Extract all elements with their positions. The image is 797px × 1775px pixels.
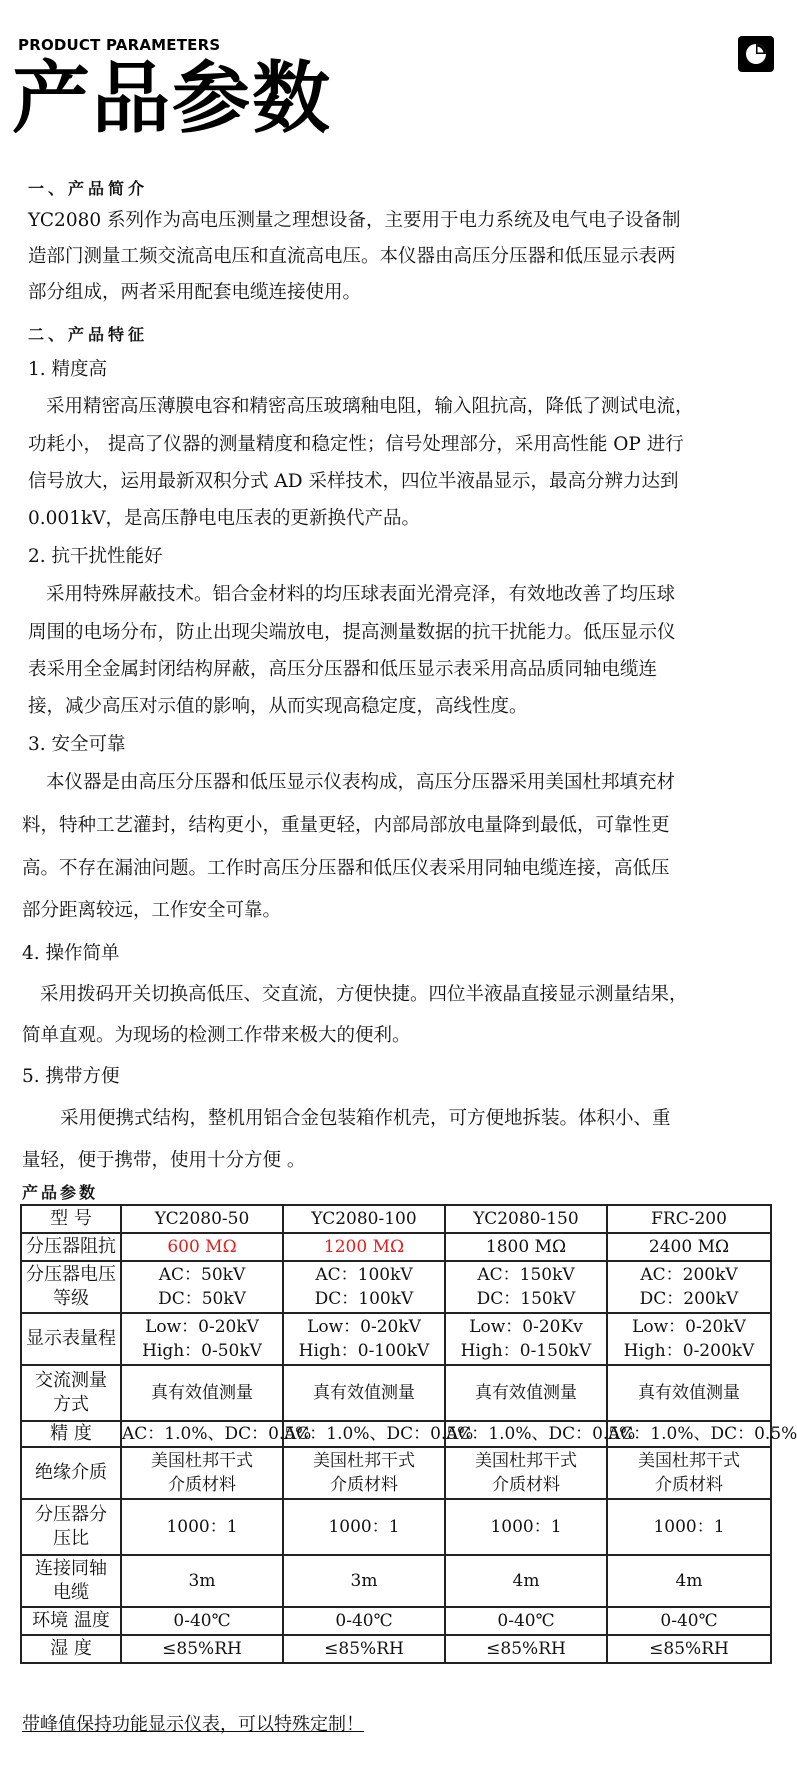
table-row xyxy=(21,1499,771,1555)
feature-title-3: 3. 安全可靠 xyxy=(28,734,126,755)
feature-3-line: 高。不存在漏油问题。工作时高压分压器和低压仪表采用同轴电缆连接，高低压 xyxy=(22,858,670,879)
cell-text: High：0-200kV xyxy=(623,1341,755,1361)
table-cell xyxy=(607,1261,771,1313)
table-title: 产品参数 xyxy=(22,1183,99,1202)
table-cell xyxy=(121,1261,283,1313)
cell-text: AC：150kV xyxy=(477,1265,575,1285)
feature-title-1: 1. 精度高 xyxy=(28,359,108,380)
feature-3-line: 部分距离较远，工作安全可靠。 xyxy=(22,900,282,921)
cell-text: AC：1.0%、DC：0.5% xyxy=(122,1424,312,1444)
cell-text: 1000：1 xyxy=(653,1517,725,1537)
table-cell xyxy=(445,1365,607,1421)
table-cell xyxy=(283,1447,445,1499)
row-label xyxy=(21,1499,121,1555)
header-cell-model: YC2080-150 xyxy=(445,1205,607,1233)
row-label-text: 压比 xyxy=(53,1528,89,1549)
cell-text: 1200 MΩ xyxy=(323,1237,405,1257)
cell-text: ≤85%RH xyxy=(162,1639,242,1659)
cell-text: 真有效值测量 xyxy=(475,1383,577,1403)
feature-title-2: 2. 抗干扰性能好 xyxy=(28,546,163,567)
cell-text: AC：1.0%、DC：0.5% xyxy=(608,1424,797,1444)
cell-text: 0-40℃ xyxy=(497,1611,555,1631)
feature-2-line: 接，减少高压对示值的影响，从而实现高稳定度，高线性度。 xyxy=(28,696,528,717)
table-cell xyxy=(121,1365,283,1421)
table-cell xyxy=(121,1555,283,1607)
cell-text: 1000：1 xyxy=(166,1517,238,1537)
cell-text: High：0-100kV xyxy=(298,1341,430,1361)
cell-text: 1000：1 xyxy=(490,1517,562,1537)
table-cell xyxy=(283,1365,445,1421)
cell-text: 0-40℃ xyxy=(335,1611,393,1631)
row-label xyxy=(21,1365,121,1421)
section-title-intro: 一、产品简介 xyxy=(28,179,149,198)
row-label xyxy=(21,1233,121,1261)
cell-text: 1000：1 xyxy=(328,1517,400,1537)
cell-text: AC：50kV xyxy=(158,1265,246,1285)
feature-2-line: 周围的电场分布，防止出现尖端放电，提高测量数据的抗干扰能力。低压显示仪 xyxy=(28,622,676,643)
cell-text: AC：1.0%、DC：0.5% xyxy=(446,1424,636,1444)
cell-text: 2400 MΩ xyxy=(648,1237,730,1257)
cell-text: High：0-50kV xyxy=(142,1341,262,1361)
row-label xyxy=(21,1261,121,1313)
feature-title-4: 4. 操作简单 xyxy=(22,943,120,964)
row-label xyxy=(21,1421,121,1447)
table-cell xyxy=(445,1233,607,1261)
feature-3-line: 本仪器是由高压分压器和低压显示仪表构成，高压分压器采用美国杜邦填充材 xyxy=(46,772,676,793)
table-row xyxy=(21,1261,771,1313)
cell-text: Low：0-20kV xyxy=(145,1317,259,1337)
table-header-row xyxy=(21,1205,771,1233)
table-cell xyxy=(607,1499,771,1555)
table-row xyxy=(21,1313,771,1365)
row-label-text: 方式 xyxy=(53,1394,89,1415)
cell-text: Low：0-20kV xyxy=(307,1317,421,1337)
cell-text: 介质材料 xyxy=(655,1475,723,1495)
section-title-features: 二、产品特征 xyxy=(28,325,149,344)
table-cell xyxy=(283,1499,445,1555)
cell-text: Low：0-20Kv xyxy=(469,1317,583,1337)
cell-text: 0-40℃ xyxy=(173,1611,231,1631)
cell-text: 美国杜邦干式 xyxy=(313,1451,415,1471)
row-label-text: 分压器阻抗 xyxy=(26,1236,116,1257)
table-cell xyxy=(283,1233,445,1261)
feature-4-line: 简单直观。为现场的检测工作带来极大的便利。 xyxy=(22,1025,411,1046)
row-label-text: 电缆 xyxy=(53,1582,89,1603)
table-cell xyxy=(283,1555,445,1607)
feature-title-5: 5. 携带方便 xyxy=(22,1066,120,1087)
table-cell xyxy=(445,1607,607,1635)
header-cell-model: YC2080-100 xyxy=(283,1205,445,1233)
table-cell xyxy=(445,1635,607,1663)
row-label-text: 交流测量 xyxy=(35,1370,107,1391)
table-row xyxy=(21,1607,771,1635)
cell-text: 介质材料 xyxy=(492,1475,560,1495)
table-cell xyxy=(607,1555,771,1607)
feature-5-line: 采用便携式结构，整机用铝合金包装箱作机壳，可方便地拆装。体积小、重 xyxy=(60,1108,671,1129)
feature-3-line: 料，特种工艺灌封，结构更小，重量更轻，内部局部放电量降到最低，可靠性更 xyxy=(22,815,670,836)
table-cell xyxy=(607,1421,797,1447)
row-label-text: 分压器电压 xyxy=(26,1264,116,1285)
table-cell xyxy=(607,1313,771,1365)
row-label-text: 绝缘介质 xyxy=(35,1462,107,1483)
feature-2-line: 表采用全金属封闭结构屏蔽，高压分压器和低压显示表采用高品质同轴电缆连 xyxy=(28,659,658,680)
cell-text: AC：200kV xyxy=(640,1265,738,1285)
header-cell-model: FRC-200 xyxy=(607,1205,771,1233)
table-cell xyxy=(121,1499,283,1555)
table-cell xyxy=(607,1447,771,1499)
table-cell xyxy=(121,1233,283,1261)
feature-4-line: 采用拨码开关切换高低压、交直流，方便快捷。四位半液晶直接显示测量结果， xyxy=(40,984,688,1005)
cell-text: 真有效值测量 xyxy=(313,1383,415,1403)
table-cell xyxy=(445,1447,607,1499)
table-cell xyxy=(445,1499,607,1555)
footer-note: 带峰值保持功能显示仪表，可以特殊定制！ xyxy=(22,1714,364,1735)
cell-text: 600 MΩ xyxy=(167,1237,237,1257)
header-cell-model: YC2080-50 xyxy=(121,1205,283,1233)
table-cell xyxy=(283,1421,474,1447)
table-cell xyxy=(445,1555,607,1607)
table-cell xyxy=(121,1607,283,1635)
table-cell xyxy=(283,1635,445,1663)
table-cell xyxy=(445,1421,636,1447)
cell-text: ≤85%RH xyxy=(324,1639,404,1659)
cell-text: High：0-150kV xyxy=(460,1341,592,1361)
intro-line: 造部门测量工频交流高电压和直流高电压。本仪器由高压分压器和低压显示表两 xyxy=(28,246,676,267)
cell-text: DC：150kV xyxy=(476,1289,576,1309)
feature-1-line: 信号放大，运用最新双积分式 AD 采样技术，四位半液晶显示，最高分辨力达到 xyxy=(28,471,679,492)
table-row xyxy=(21,1421,771,1447)
cell-text: 4m xyxy=(675,1571,703,1591)
table-row xyxy=(21,1555,771,1607)
feature-1-line: 0.001kV，是高压静电电压表的更新换代产品。 xyxy=(28,508,421,529)
cell-text: 3m xyxy=(350,1571,378,1591)
intro-line: YC2080 系列作为高电压测量之理想设备，主要用于电力系统及电气电子设备制 xyxy=(28,210,681,231)
cell-text: 4m xyxy=(512,1571,540,1591)
cell-text: 介质材料 xyxy=(168,1475,236,1495)
row-label-text: 连接同轴 xyxy=(35,1558,107,1579)
table-row xyxy=(21,1365,771,1421)
cell-text: 0-40℃ xyxy=(660,1611,718,1631)
intro-line: 部分组成，两者采用配套电缆连接使用。 xyxy=(28,282,362,303)
table-cell xyxy=(607,1635,771,1663)
row-label xyxy=(21,1447,121,1499)
table-row xyxy=(21,1233,771,1261)
row-label-text: 湿 度 xyxy=(50,1638,92,1659)
table-row xyxy=(21,1447,771,1499)
cell-text: 真有效值测量 xyxy=(151,1383,253,1403)
feature-2-line: 采用特殊屏蔽技术。铝合金材料的均压球表面光滑亮泽，有效地改善了均压球 xyxy=(46,584,676,605)
cell-text: 1800 MΩ xyxy=(485,1237,567,1257)
row-label-text: 分压器分 xyxy=(35,1504,107,1525)
row-label xyxy=(21,1313,121,1365)
row-label-text: 环境 温度 xyxy=(32,1610,110,1631)
cell-text: ≤85%RH xyxy=(649,1639,729,1659)
feature-5-line: 量轻，便于携带，使用十分方便 。 xyxy=(22,1150,306,1171)
row-label-text: 精 度 xyxy=(50,1423,92,1444)
cell-text: 介质材料 xyxy=(330,1475,398,1495)
cell-text: 3m xyxy=(188,1571,216,1591)
cell-text: 美国杜邦干式 xyxy=(151,1451,253,1471)
row-label xyxy=(21,1555,121,1607)
table-cell xyxy=(121,1313,283,1365)
table-cell xyxy=(607,1365,771,1421)
row-label xyxy=(21,1607,121,1635)
cell-text: 美国杜邦干式 xyxy=(475,1451,577,1471)
table-cell xyxy=(283,1313,445,1365)
cell-text: AC：100kV xyxy=(315,1265,413,1285)
page-title: 产品参数 xyxy=(12,54,333,144)
cell-text: Low：0-20kV xyxy=(632,1317,746,1337)
table-cell xyxy=(283,1261,445,1313)
table-cell xyxy=(121,1421,312,1447)
table-cell xyxy=(607,1607,771,1635)
table-cell xyxy=(445,1313,607,1365)
table-cell xyxy=(283,1607,445,1635)
feature-1-line: 采用精密高压薄膜电容和精密高压玻璃釉电阻，输入阻抗高，降低了测试电流， xyxy=(46,396,694,417)
row-label-text: 显示表量程 xyxy=(26,1328,116,1349)
pie-chart-icon xyxy=(738,36,774,72)
cell-text: DC：50kV xyxy=(158,1289,246,1309)
header-cell-model-label: 型 号 xyxy=(21,1205,121,1233)
table-row xyxy=(21,1635,771,1663)
feature-1-line: 功耗小， 提高了仪器的测量精度和稳定性；信号处理部分，采用高性能 OP 进行 xyxy=(28,434,684,455)
row-label xyxy=(21,1635,121,1663)
cell-text: DC：100kV xyxy=(314,1289,414,1309)
cell-text: 真有效值测量 xyxy=(638,1383,740,1403)
cell-text: AC：1.0%、DC：0.5% xyxy=(284,1424,474,1444)
page-subtitle-en: PRODUCT PARAMETERS xyxy=(18,36,221,54)
cell-text: ≤85%RH xyxy=(486,1639,566,1659)
table-cell xyxy=(121,1447,283,1499)
table-cell xyxy=(121,1635,283,1663)
table-cell xyxy=(607,1233,771,1261)
cell-text: 美国杜邦干式 xyxy=(638,1451,740,1471)
table-cell xyxy=(445,1261,607,1313)
row-label-text: 等级 xyxy=(53,1288,89,1309)
cell-text: DC：200kV xyxy=(639,1289,739,1309)
parameters-table xyxy=(20,1204,797,1664)
